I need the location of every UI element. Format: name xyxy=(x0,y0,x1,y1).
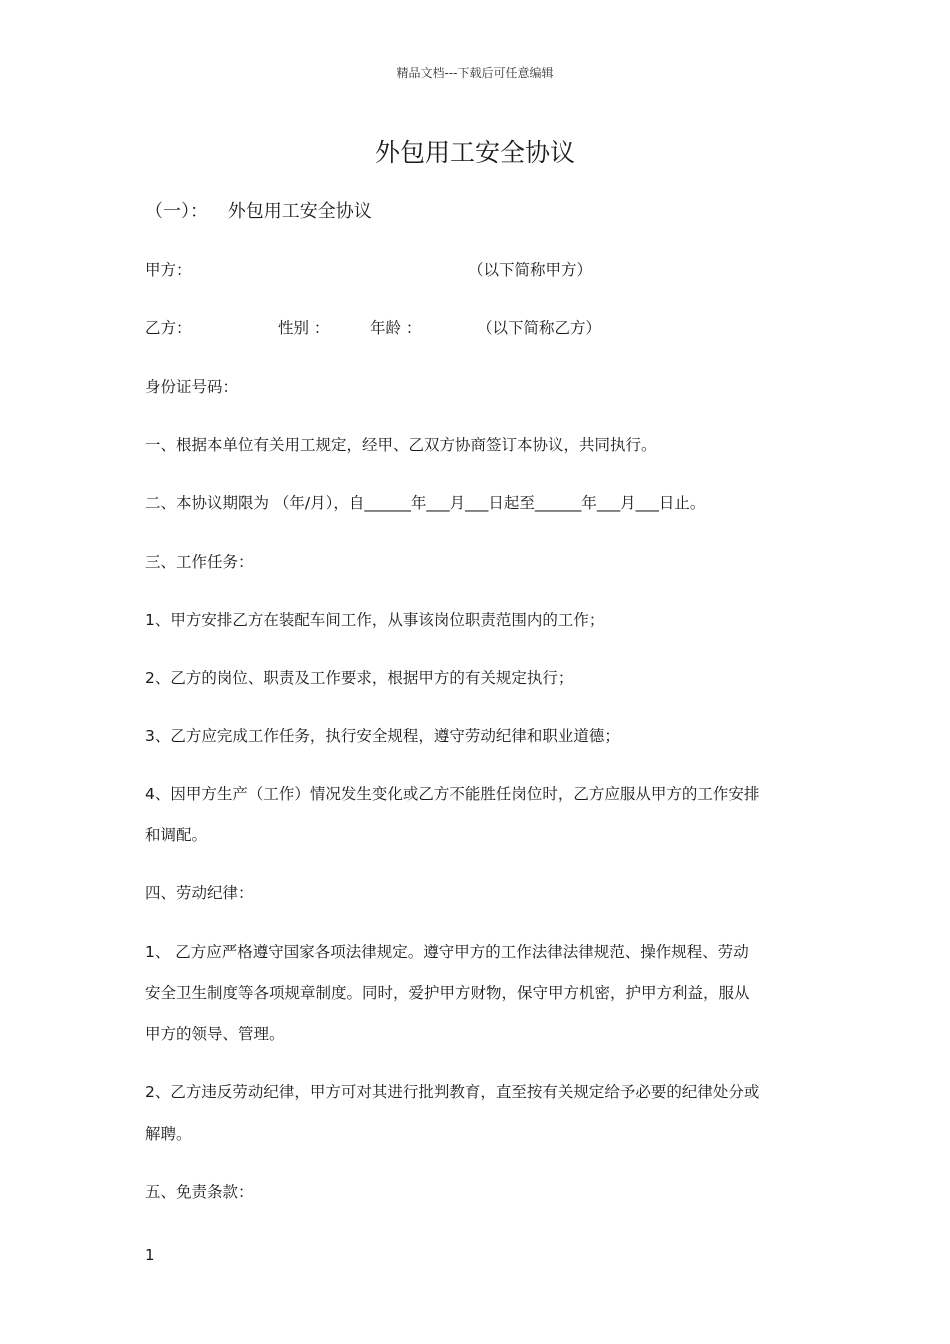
clause-4-item-1-line-2: 安全卫生制度等各项规章制度。同时，爱护甲方财物，保守甲方机密，护甲方利益，服从 xyxy=(145,984,750,1002)
party-b-gender: 性别 ： xyxy=(278,319,330,337)
section-subtitle xyxy=(145,197,372,223)
clause-3-item-3: 3、乙方应完成工作任务，执行安全规程，遵守劳动纪律和职业道德； xyxy=(145,727,620,745)
party-b-note: （以下简称乙方） xyxy=(477,319,602,337)
page-number: 1 xyxy=(145,1246,155,1264)
clause-3-item-1: 1、甲方安排乙方在装配车间工作，从事该岗位职责范围内的工作； xyxy=(145,611,605,629)
clause-2: 二、本协议期限为 （年/月），自______年___月___日起至______年___月___日止。 xyxy=(145,494,706,512)
party-b-label: 乙方： xyxy=(145,319,192,337)
party-a-note: （以下简称甲方） xyxy=(468,261,593,279)
clause-1: 一、根据本单位有关用工规定，经甲、乙双方协商签订本协议，共同执行。 xyxy=(145,436,657,454)
clause-5-heading: 五、免责条款： xyxy=(145,1183,254,1201)
id-number-label: 身份证号码： xyxy=(145,378,239,396)
party-a-label: 甲方： xyxy=(145,261,192,279)
clause-4-item-2-line-2: 解聘。 xyxy=(145,1125,192,1143)
clause-3-item-4-line-2: 和调配。 xyxy=(145,826,208,844)
clause-3-heading: 三、工作任务： xyxy=(145,553,254,571)
subtitle-text: 外包用工安全协议 xyxy=(227,201,372,222)
document-title: 外包用工安全协议 xyxy=(374,138,575,167)
page-header: 精品文档---下载后可任意编辑 xyxy=(396,66,554,80)
clause-4-item-1-line-1: 1、 乙方应严格遵守国家各项法律规定。遵守甲方的工作法律法律规范、操作规程、劳动 xyxy=(145,943,749,961)
clause-4-item-1-line-3: 甲方的领导、管理。 xyxy=(145,1025,285,1043)
clause-4-heading: 四、劳动纪律： xyxy=(145,884,254,902)
subtitle-label: （一）： xyxy=(145,201,208,222)
clause-3-item-4-line-1: 4、因甲方生产（工作）情况发生变化或乙方不能胜任岗位时，乙方应服从甲方的工作安排 xyxy=(145,785,760,803)
party-b-age: 年龄 ： xyxy=(370,319,422,337)
clause-4-item-2-line-1: 2、乙方违反劳动纪律，甲方可对其进行批判教育，直至按有关规定给予必要的纪律处分或 xyxy=(145,1083,760,1101)
clause-3-item-2: 2、乙方的岗位、职责及工作要求，根据甲方的有关规定执行； xyxy=(145,669,574,687)
